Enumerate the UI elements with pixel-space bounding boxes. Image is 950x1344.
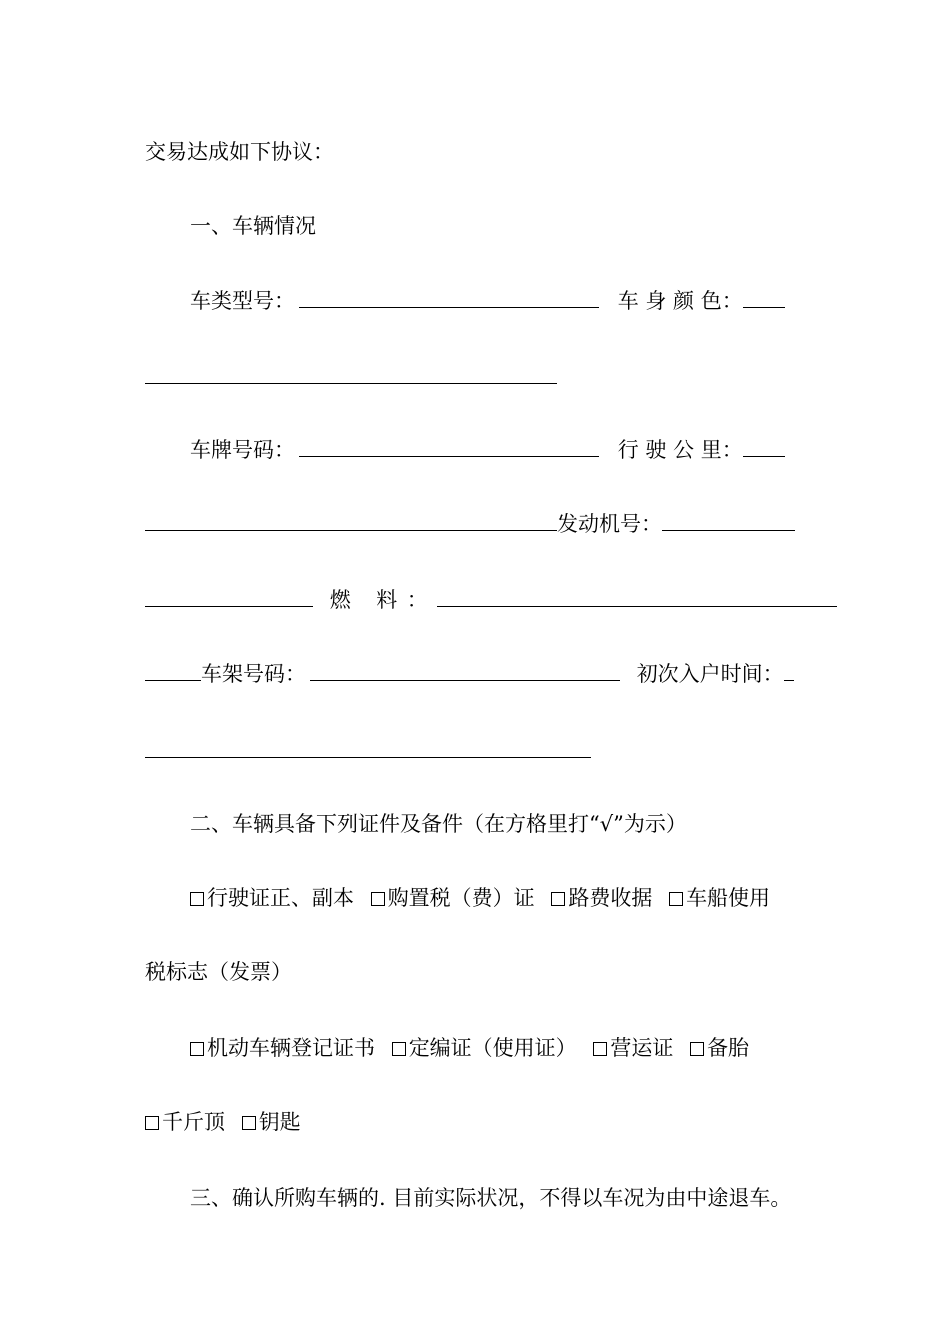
documents-row-2 xyxy=(190,1032,830,1064)
checkbox-registration-certificate[interactable] xyxy=(190,1042,204,1056)
engine-blank[interactable] xyxy=(662,510,795,531)
engine-label: 发动机号： xyxy=(557,512,662,536)
vehicle-tax-continued: 税标志（发票） xyxy=(145,960,292,984)
mileage-label: 行 驶 公 里： xyxy=(617,438,743,462)
item-jack: 千斤顶 xyxy=(162,1110,225,1134)
item-vehicle-tax: 车船使用 xyxy=(686,886,771,910)
row-plate-mileage xyxy=(190,434,830,466)
section3-text: 三、确认所购车辆的. 目前实际状况，不得以车况为由中途退车。 xyxy=(190,1186,792,1210)
checkbox-spare-tire[interactable] xyxy=(690,1042,704,1056)
plate-label: 车牌号码： xyxy=(190,438,295,462)
mileage-blank[interactable] xyxy=(743,436,785,457)
row-fuel xyxy=(145,584,825,616)
documents-row-3 xyxy=(145,1106,825,1138)
checkbox-usage-certificate[interactable] xyxy=(392,1042,406,1056)
checkbox-operation-permit[interactable] xyxy=(593,1042,607,1056)
color-blank[interactable] xyxy=(743,287,785,308)
color-blank-continued[interactable] xyxy=(145,383,557,384)
item-spare-tire: 备胎 xyxy=(707,1036,750,1060)
model-label: 车类型号： xyxy=(190,289,295,313)
checkbox-purchase-tax[interactable] xyxy=(371,892,385,906)
item-usage-certificate: 定编证（使用证） xyxy=(408,1036,577,1060)
first-registration-blank-continued[interactable] xyxy=(145,757,591,758)
mileage-blank-continued[interactable] xyxy=(145,510,557,531)
item-purchase-tax: 购置税（费）证 xyxy=(387,886,535,910)
section2-heading: 二、车辆具备下列证件及备件（在方格里打“√”为示） xyxy=(190,812,687,836)
checkbox-jack[interactable] xyxy=(145,1116,159,1130)
item-operation-permit: 营运证 xyxy=(610,1036,674,1060)
checkbox-keys[interactable] xyxy=(242,1116,256,1130)
model-blank[interactable] xyxy=(299,287,599,308)
item-registration-certificate: 机动车辆登记证书 xyxy=(207,1036,375,1060)
fuel-blank-continued[interactable] xyxy=(145,660,201,681)
row-model-color xyxy=(190,285,830,317)
checkbox-driving-license[interactable] xyxy=(190,892,204,906)
fuel-blank[interactable] xyxy=(437,586,837,607)
documents-row-1 xyxy=(190,882,830,914)
row-frame-registration xyxy=(145,658,825,690)
first-registration-label: 初次入户时间： xyxy=(636,662,784,686)
row-engine xyxy=(145,508,825,540)
intro-text: 交易达成如下协议： xyxy=(145,140,334,164)
item-driving-license: 行驶证正、副本 xyxy=(207,886,354,910)
first-registration-blank[interactable] xyxy=(784,660,794,681)
fuel-label: 燃 料： xyxy=(329,588,438,612)
color-label: 车 身 颜 色： xyxy=(617,289,743,313)
item-keys: 钥匙 xyxy=(258,1110,301,1134)
checkbox-vehicle-tax[interactable] xyxy=(669,892,683,906)
item-toll-receipt: 路费收据 xyxy=(568,886,653,910)
plate-blank[interactable] xyxy=(299,436,599,457)
frame-blank[interactable] xyxy=(310,660,620,681)
engine-blank-continued[interactable] xyxy=(145,586,313,607)
checkbox-toll-receipt[interactable] xyxy=(551,892,565,906)
section1-heading: 一、车辆情况 xyxy=(190,214,316,238)
frame-label: 车架号码： xyxy=(201,662,306,686)
